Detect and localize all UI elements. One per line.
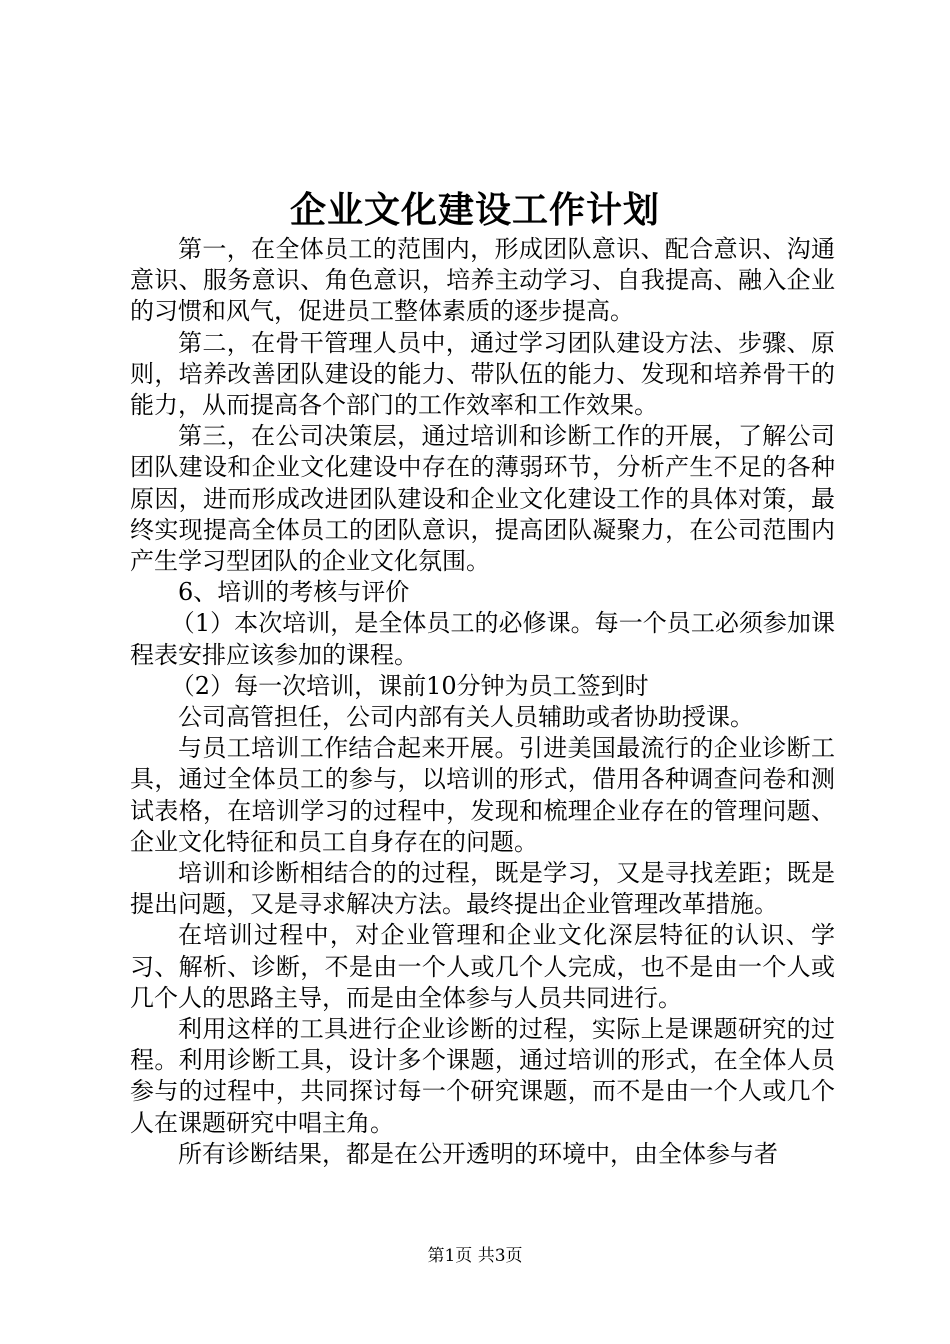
paragraph: 公司高管担任，公司内部有关人员辅助或者协助授课。 (178, 703, 754, 732)
paragraph: 第三，在公司决策层，通过培训和诊断工作的开展，了解公司团队建设和企业文化建设中存在的薄弱环节，分析产生不足的各种原因，进而形成改进团队建设和企业文化建设工作的具体对策，最终实现提高全体员工的团队意识，提高团队凝聚力，在公司范围内产生学习型团队的企业文化氛围。 (130, 422, 835, 576)
paragraph: （2）每一次培训，课前10分钟为员工签到时 (170, 671, 649, 700)
paragraph: 第二，在骨干管理人员中，通过学习团队建设方法、步骤、原则，培养改善团队建设的能力、带队伍的能力、发现和培养骨干的能力，从而提高各个部门的工作效率和工作效果。 (130, 328, 835, 420)
paragraph: 所有诊断结果，都是在公开透明的环境中，由全体参与者 (178, 1139, 778, 1168)
document-title: 企业文化建设工作计划 (289, 189, 660, 231)
document-body (130, 234, 835, 1170)
section-heading: 6、培训的考核与评价 (178, 578, 410, 607)
paragraph: （1）本次培训，是全体员工的必修课。每一个员工必须参加课程表安排应该参加的课程。 (130, 609, 835, 669)
paragraph: 利用这样的工具进行企业诊断的过程，实际上是课题研究的过程。利用诊断工具，设计多个课题，通过培训的形式，在全体人员参与的过程中，共同探讨每一个研究课题，而不是由一个人或几个人在课题研究中唱主角。 (130, 1015, 835, 1137)
paragraph: 与员工培训工作结合起来开展。引进美国最流行的企业诊断工具，通过全体员工的参与，以培训的形式，借用各种调查问卷和测试表格，在培训学习的过程中，发现和梳理企业存在的管理问题、企业文化特征和员工自身存在的问题。 (130, 734, 835, 856)
page-footer: 第1页 共3页 (427, 1246, 523, 1266)
paragraph: 培训和诊断相结合的的过程，既是学习，又是寻找差距；既是提出问题，又是寻求解决方法。最终提出企业管理改革措施。 (130, 859, 835, 919)
paragraph: 第一，在全体员工的范围内，形成团队意识、配合意识、沟通意识、服务意识、角色意识，培养主动学习、自我提高、融入企业的习惯和风气，促进员工整体素质的逐步提高。 (130, 235, 835, 326)
paragraph: 在培训过程中，对企业管理和企业文化深层特征的认识、学习、解析、诊断，不是由一个人或几个人完成，也不是由一个人或几个人的思路主导，而是由全体参与人员共同进行。 (130, 921, 835, 1012)
